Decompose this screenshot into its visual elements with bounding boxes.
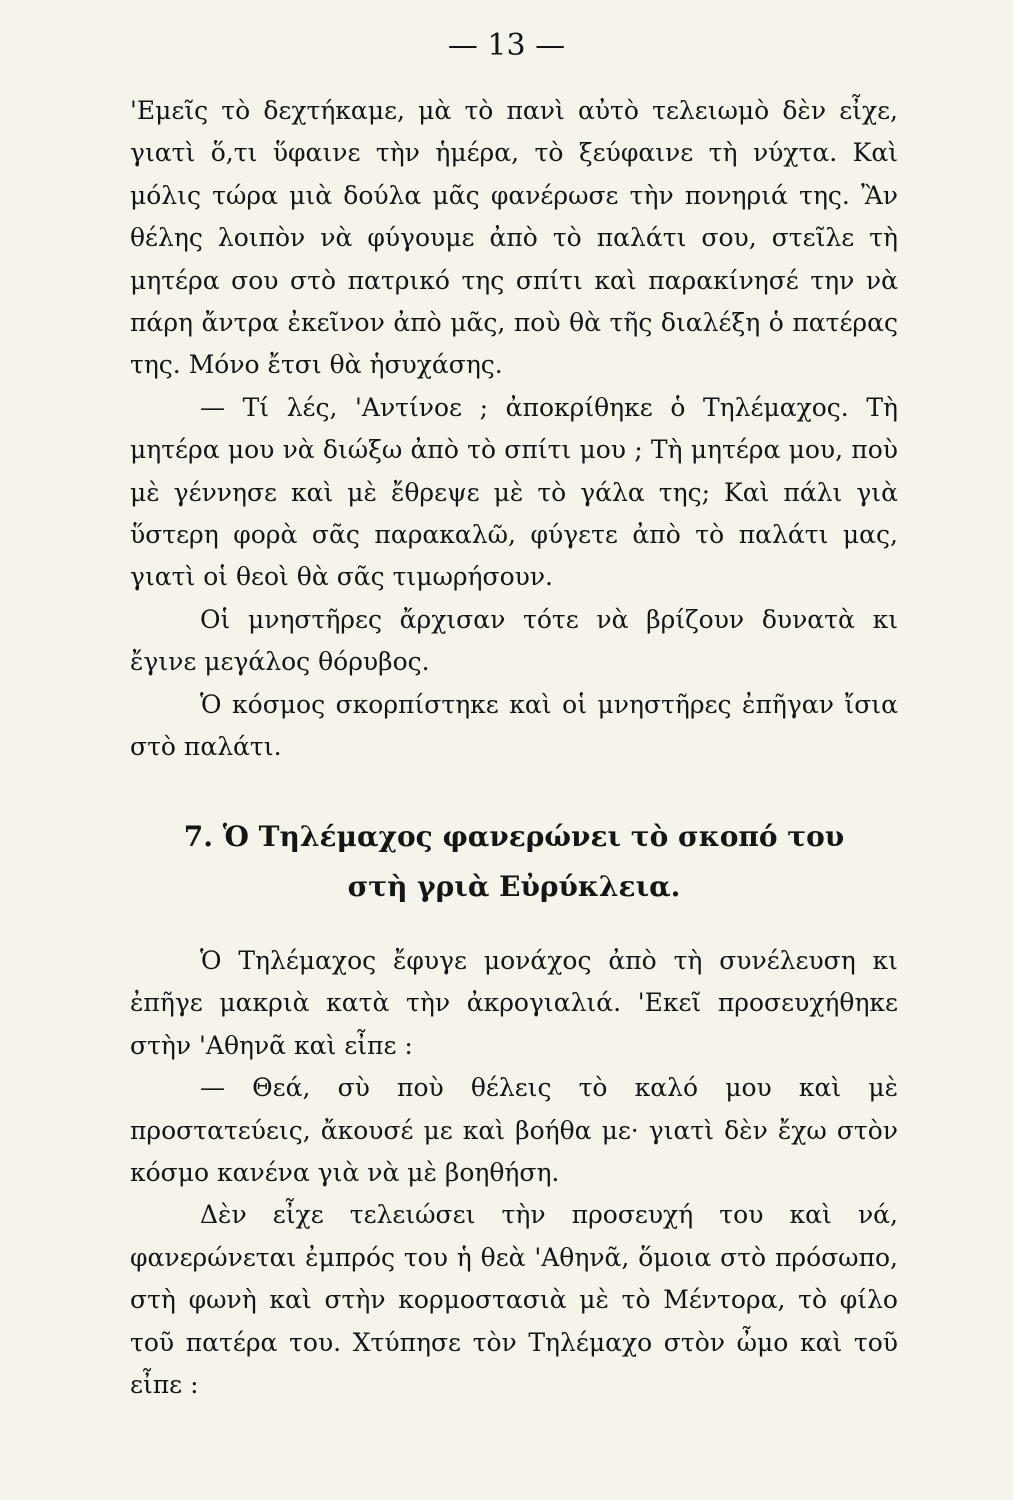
paragraph: Ὁ Τηλέμαχος ἔφυγε μονάχος ἀπὸ τὴ συνέλευση κι ἐπῆγε μακριὰ κατὰ τὴν ἀκρογιαλιά. 'Εκεῖ προσευχήθηκε στὴν 'Αθηνᾶ καὶ εἶπε : — [130, 946, 898, 1060]
paragraph: Δὲν εἶχε τελειώσει τὴν προσευχή του καὶ νά, φανερώνεται ἐμπρός του ἡ θεὰ 'Αθηνᾶ, ὅμοια στὸ πρόσωπο, στὴ φωνὴ καὶ στὴν κορμοστασιὰ μὲ τὸ Μέντορα, τὸ φίλο τοῦ πατέρα του. Χτύπησε τὸν Τηλέμαχο στὸν ὦμο καὶ τοῦ εἶπε : — [130, 1200, 898, 1400]
heading-line-2: στὴ γριὰ Εὐρύκλεια. — [347, 870, 681, 903]
paragraph: Οἱ μνηστῆρες ἄρχισαν τότε νὰ βρίζουν δυνατὰ κι ἔγινε μεγάλος θόρυβος. — [130, 604, 898, 677]
heading-line-1: 7. Ὁ Τηλέμαχος φανερώνει τὸ σκοπό του — [183, 820, 845, 853]
paragraph: Ὁ κόσμος σκορπίστηκε καὶ οἱ μνηστῆρες ἐπῆγαν ἴσια στὸ παλάτι. — [130, 689, 898, 762]
paragraph: — Τί λές, 'Αντίνοε ; ἀποκρίθηκε ὁ Τηλέμαχος. Τὴ μητέρα μου νὰ διώξω ἀπὸ τὸ σπίτι μου ; Τὴ μητέρα μου, ποὺ μὲ γέννησε καὶ μὲ ἔθρεψε μὲ τὸ γάλα της; Καὶ πάλι γιὰ ὕστερη φορὰ σᾶς παρακαλῶ, φύγετε ἀπὸ τὸ παλάτι μας, γιατὶ οἱ θεοὶ θὰ σᾶς τιμωρήσουν. — [130, 392, 898, 592]
text-block-bottom — [130, 940, 898, 1406]
paragraph: 'Εμεῖς τὸ δεχτήκαμε, μὰ τὸ πανὶ αὐτὸ τελειωμὸ δὲν εἶχε, γιατὶ ὅ,τι ὕφαινε τὴν ἡμέρα, τὸ ξεύφαινε τὴ νύχτα. Καὶ μόλις τώρα μιὰ δούλα μᾶς φανέρωσε τὴν πονηριά της. Ἂν θέλης λοιπὸν νὰ φύγουμε ἀπὸ τὸ παλάτι σου, στεῖλε τὴ μητέρα σου στὸ πατρικό της σπίτι καὶ παρακίνησέ την νὰ πάρη ἄντρα ἐκεῖνον ἀπὸ μᾶς, ποὺ θὰ τῆς διαλέξη ὁ πατέρας της. Μόνο ἔτσι θὰ ἡσυχάσης. — [130, 96, 898, 380]
text-block-top — [130, 90, 898, 769]
paragraph: — Θεά, σὺ ποὺ θέλεις τὸ καλό μου καὶ μὲ προστατεύεις, ἄκουσέ με καὶ βοήθα με· γιατὶ δὲν ἔχω στὸν κόσμο κανένα γιὰ νὰ μὲ βοηθήση. — [130, 1073, 898, 1188]
page-number: — 13 — — [447, 28, 566, 63]
section-heading — [130, 812, 898, 912]
